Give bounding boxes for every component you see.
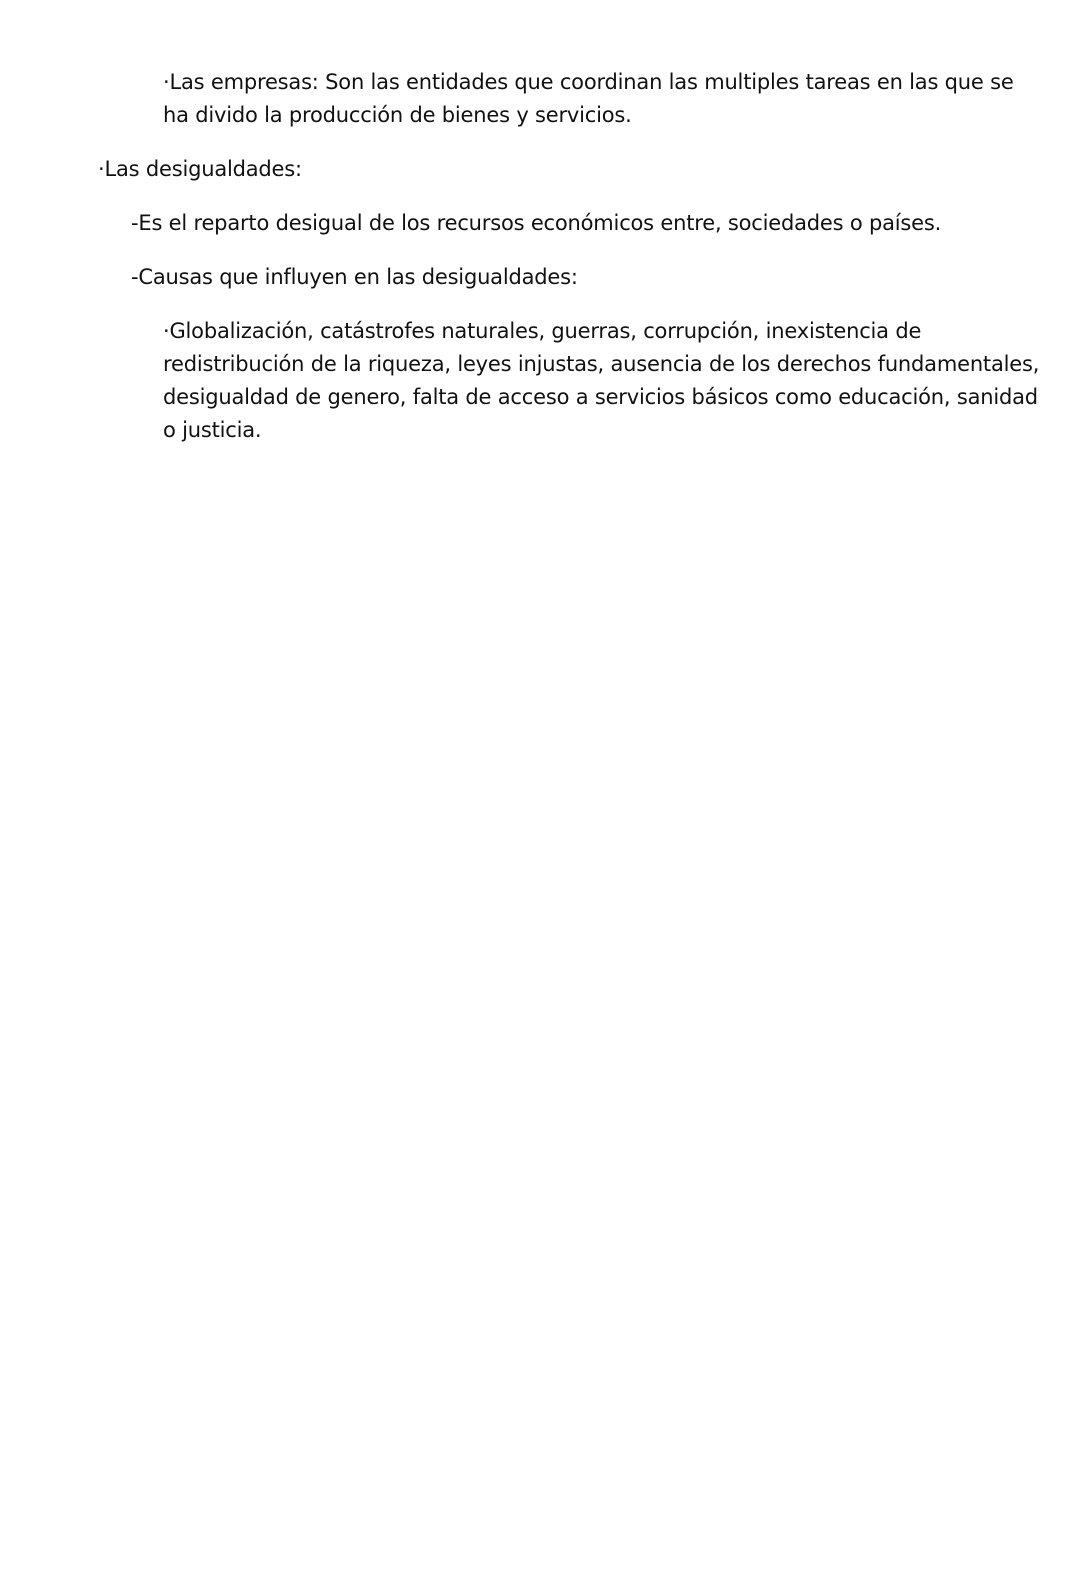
paragraph-causas-heading: -Causas que influyen en las desigualdades: [131,265,578,289]
paragraph-causas-list: ·Globalización, catástrofes naturales, guerras, corrupción, inexistencia de redistribución de la riqueza, leyes injustas, ausencia de los derechos fundamentales, desigualdad de genero, falta de acceso a servicios básicos como educación, sanidad o justicia. [163,319,1040,442]
paragraph-empresas: ·Las empresas: Son las entidades que coordinan las multiples tareas en las que se ha divido la producción de bienes y servicios. [163,70,1014,127]
paragraph-definicion: -Es el reparto desigual de los recursos económicos entre, sociedades o países. [131,211,942,235]
heading-desigualdades: ·Las desigualdades: [98,157,302,181]
